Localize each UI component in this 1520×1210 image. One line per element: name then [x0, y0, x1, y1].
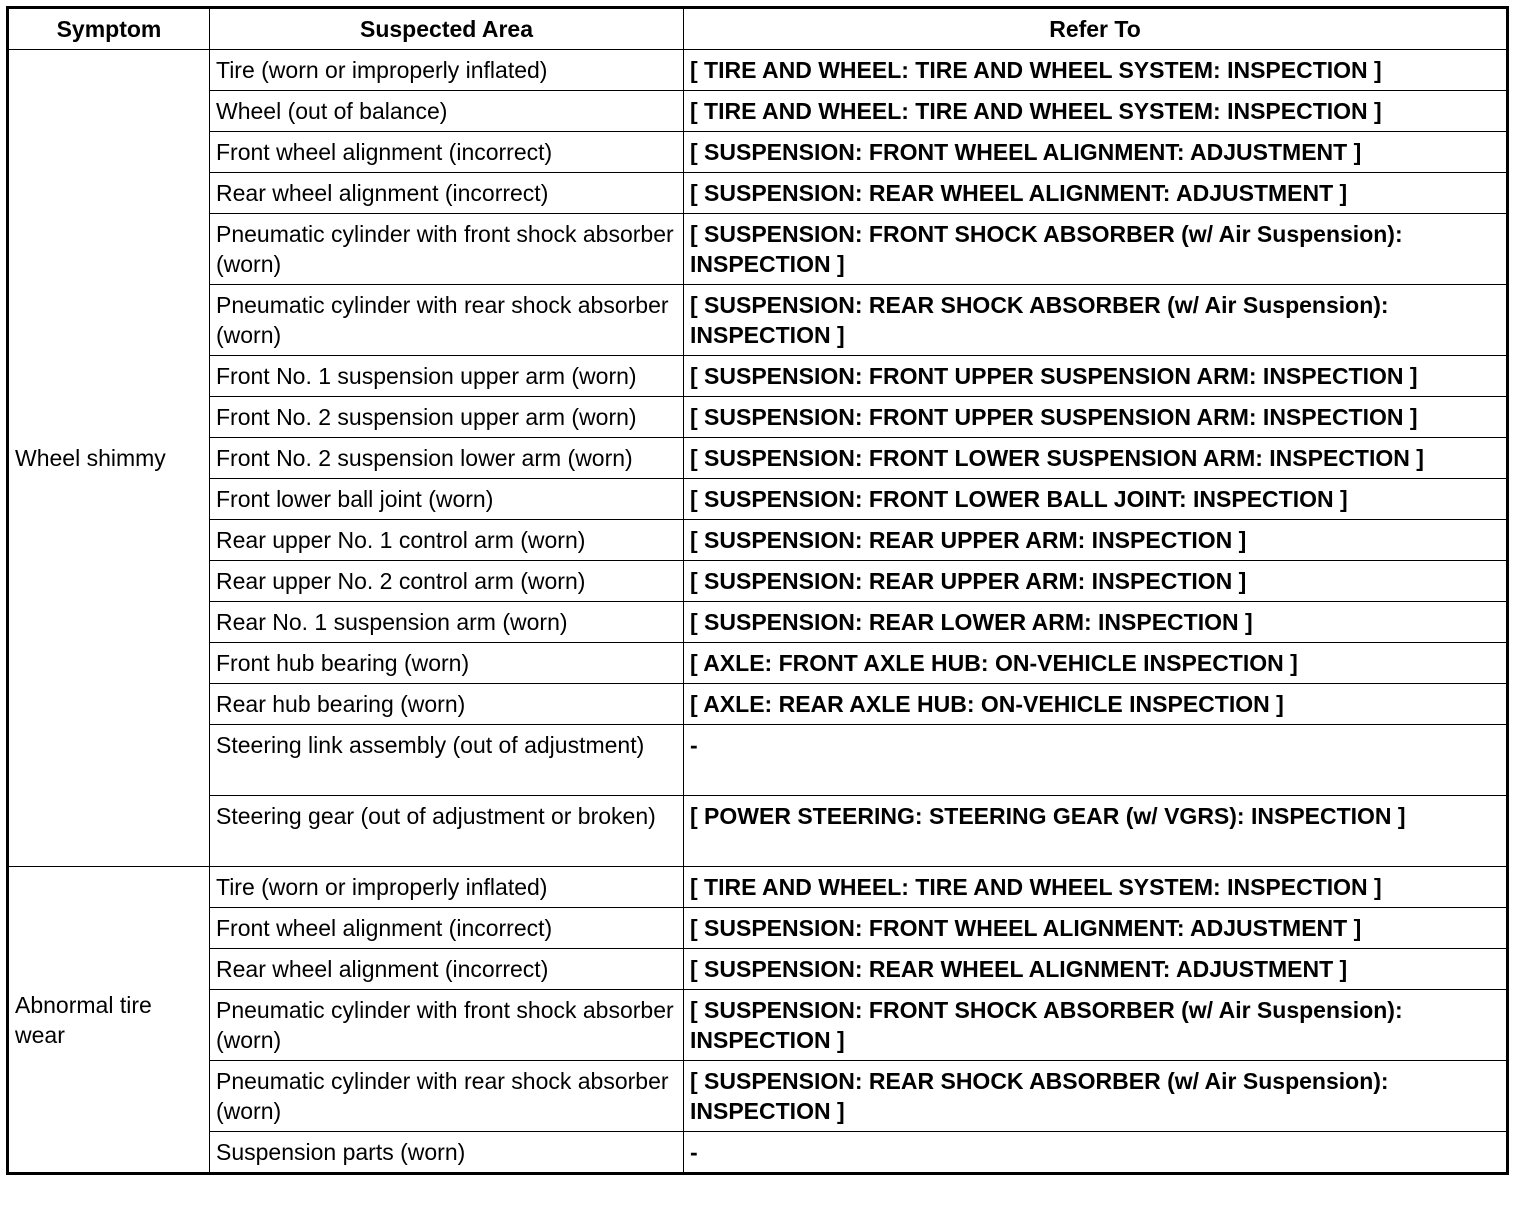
suspected-area-cell: Pneumatic cylinder with front shock absorber (worn) — [210, 990, 684, 1061]
table-row — [8, 438, 1508, 479]
table-row — [8, 1061, 1508, 1132]
refer-to-cell: [ SUSPENSION: REAR UPPER ARM: INSPECTION ] — [684, 520, 1508, 561]
suspected-area-cell: Front wheel alignment (incorrect) — [210, 908, 684, 949]
table-row — [8, 949, 1508, 990]
refer-to-cell: [ SUSPENSION: FRONT SHOCK ABSORBER (w/ Air Suspension): INSPECTION ] — [684, 990, 1508, 1061]
table-row — [8, 50, 1508, 91]
header-symptom: Symptom — [8, 8, 210, 50]
suspected-area-cell: Rear upper No. 1 control arm (worn) — [210, 520, 684, 561]
refer-to-cell: [ SUSPENSION: FRONT LOWER SUSPENSION ARM: INSPECTION ] — [684, 438, 1508, 479]
refer-to-cell: - — [684, 1132, 1508, 1174]
refer-to-cell: [ SUSPENSION: REAR SHOCK ABSORBER (w/ Air Suspension): INSPECTION ] — [684, 1061, 1508, 1132]
table-row — [8, 173, 1508, 214]
refer-to-cell: [ SUSPENSION: FRONT WHEEL ALIGNMENT: ADJUSTMENT ] — [684, 132, 1508, 173]
suspected-area-cell: Rear wheel alignment (incorrect) — [210, 173, 684, 214]
table-row — [8, 520, 1508, 561]
refer-to-cell: [ POWER STEERING: STEERING GEAR (w/ VGRS): INSPECTION ] — [684, 796, 1508, 867]
table-row — [8, 990, 1508, 1061]
symptom-table — [6, 6, 1509, 1175]
suspected-area-cell: Front lower ball joint (worn) — [210, 479, 684, 520]
table-row — [8, 1132, 1508, 1174]
suspected-area-cell: Tire (worn or improperly inflated) — [210, 867, 684, 908]
suspected-area-cell: Wheel (out of balance) — [210, 91, 684, 132]
suspected-area-cell: Rear wheel alignment (incorrect) — [210, 949, 684, 990]
suspected-area-cell: Rear No. 1 suspension arm (worn) — [210, 602, 684, 643]
refer-to-cell: [ TIRE AND WHEEL: TIRE AND WHEEL SYSTEM: INSPECTION ] — [684, 91, 1508, 132]
refer-to-cell: [ SUSPENSION: REAR WHEEL ALIGNMENT: ADJUSTMENT ] — [684, 949, 1508, 990]
refer-to-cell: [ SUSPENSION: FRONT UPPER SUSPENSION ARM: INSPECTION ] — [684, 397, 1508, 438]
refer-to-cell: [ SUSPENSION: REAR WHEEL ALIGNMENT: ADJUSTMENT ] — [684, 173, 1508, 214]
suspected-area-cell: Pneumatic cylinder with rear shock absorber (worn) — [210, 1061, 684, 1132]
refer-to-cell: [ TIRE AND WHEEL: TIRE AND WHEEL SYSTEM: INSPECTION ] — [684, 867, 1508, 908]
refer-to-cell: - — [684, 725, 1508, 796]
suspected-area-cell: Front No. 2 suspension upper arm (worn) — [210, 397, 684, 438]
refer-to-cell: [ SUSPENSION: REAR UPPER ARM: INSPECTION ] — [684, 561, 1508, 602]
table-row — [8, 356, 1508, 397]
header-suspected-area: Suspected Area — [210, 8, 684, 50]
refer-to-cell: [ AXLE: FRONT AXLE HUB: ON-VEHICLE INSPECTION ] — [684, 643, 1508, 684]
header-refer-to: Refer To — [684, 8, 1508, 50]
suspected-area-cell: Rear upper No. 2 control arm (worn) — [210, 561, 684, 602]
refer-to-cell: [ SUSPENSION: FRONT WHEEL ALIGNMENT: ADJUSTMENT ] — [684, 908, 1508, 949]
suspected-area-cell: Front wheel alignment (incorrect) — [210, 132, 684, 173]
suspected-area-cell: Steering link assembly (out of adjustment) — [210, 725, 684, 796]
refer-to-cell: [ SUSPENSION: FRONT LOWER BALL JOINT: INSPECTION ] — [684, 479, 1508, 520]
suspected-area-cell: Pneumatic cylinder with front shock absorber (worn) — [210, 214, 684, 285]
table-row — [8, 796, 1508, 867]
table-row — [8, 643, 1508, 684]
table-row — [8, 91, 1508, 132]
table-row — [8, 561, 1508, 602]
table-row — [8, 479, 1508, 520]
header-row — [8, 8, 1508, 50]
symptom-cell: Wheel shimmy — [8, 50, 210, 867]
refer-to-cell: [ TIRE AND WHEEL: TIRE AND WHEEL SYSTEM: INSPECTION ] — [684, 50, 1508, 91]
suspected-area-cell: Front No. 2 suspension lower arm (worn) — [210, 438, 684, 479]
refer-to-cell: [ SUSPENSION: FRONT SHOCK ABSORBER (w/ Air Suspension): INSPECTION ] — [684, 214, 1508, 285]
suspected-area-cell: Front hub bearing (worn) — [210, 643, 684, 684]
suspected-area-cell: Pneumatic cylinder with rear shock absorber (worn) — [210, 285, 684, 356]
suspected-area-cell: Steering gear (out of adjustment or broken) — [210, 796, 684, 867]
table-row — [8, 684, 1508, 725]
suspected-area-cell: Tire (worn or improperly inflated) — [210, 50, 684, 91]
table-row — [8, 285, 1508, 356]
suspected-area-cell: Rear hub bearing (worn) — [210, 684, 684, 725]
table-row — [8, 132, 1508, 173]
refer-to-cell: [ SUSPENSION: REAR SHOCK ABSORBER (w/ Air Suspension): INSPECTION ] — [684, 285, 1508, 356]
refer-to-cell: [ SUSPENSION: REAR LOWER ARM: INSPECTION ] — [684, 602, 1508, 643]
refer-to-cell: [ AXLE: REAR AXLE HUB: ON-VEHICLE INSPECTION ] — [684, 684, 1508, 725]
table-row — [8, 908, 1508, 949]
symptom-cell: Abnormal tire wear — [8, 867, 210, 1174]
refer-to-cell: [ SUSPENSION: FRONT UPPER SUSPENSION ARM: INSPECTION ] — [684, 356, 1508, 397]
table-row — [8, 602, 1508, 643]
table-row — [8, 725, 1508, 796]
table-row — [8, 397, 1508, 438]
table-row — [8, 214, 1508, 285]
table-row — [8, 867, 1508, 908]
suspected-area-cell: Front No. 1 suspension upper arm (worn) — [210, 356, 684, 397]
suspected-area-cell: Suspension parts (worn) — [210, 1132, 684, 1174]
